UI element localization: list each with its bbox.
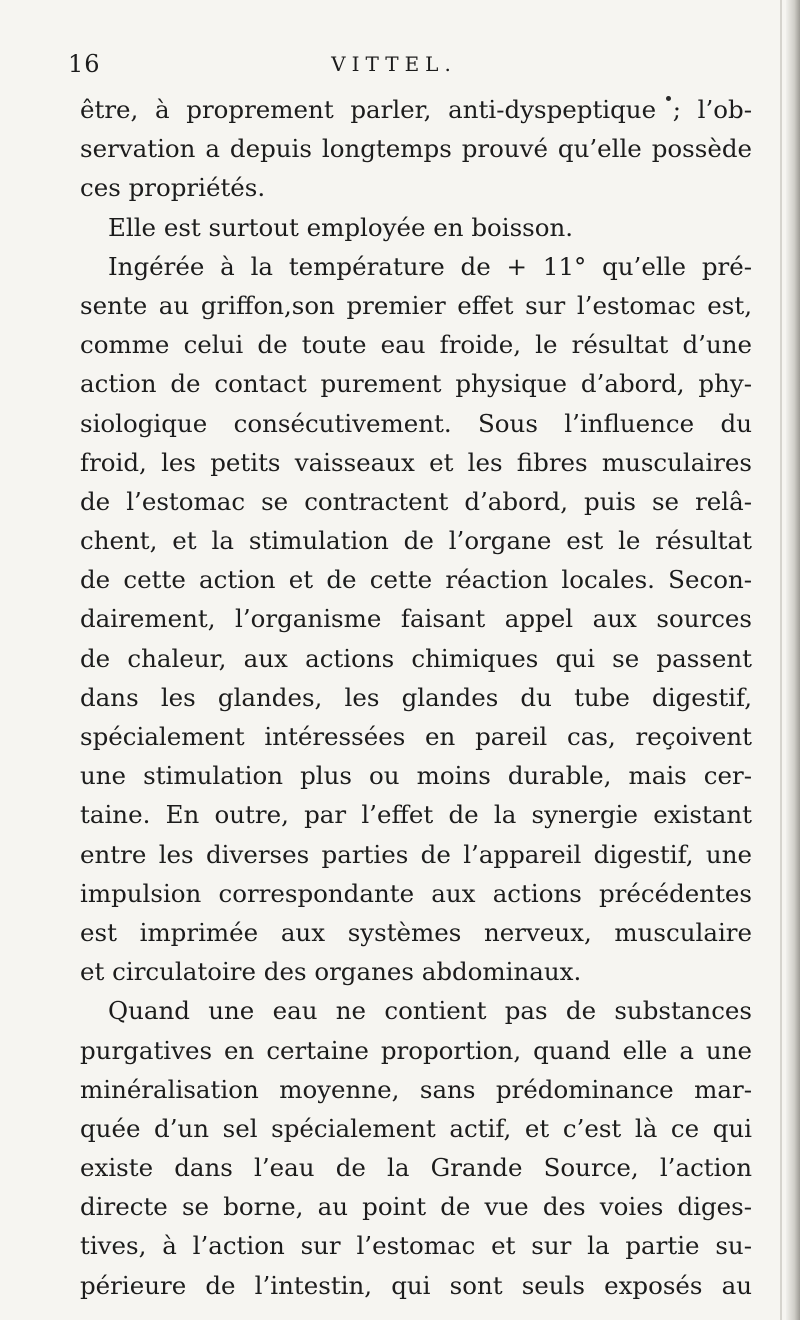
text-line: et circulatoire des organes abdominaux.	[80, 957, 582, 987]
text-line: Ingérée à la température de + 11° qu’elle pré-	[108, 251, 752, 281]
text-line: minéralisation moyenne, sans prédominance mar-	[80, 1074, 752, 1104]
text-line: siologique consécutivement. Sous l’influence du	[80, 408, 752, 438]
text-line: chent, et la stimulation de l’organe est le résultat	[80, 526, 752, 556]
text-line: ces propriétés.	[80, 173, 266, 203]
page-edge-shadow	[786, 0, 800, 1320]
text-line: tives, à l’action sur l’estomac et sur la partie su-	[80, 1231, 752, 1261]
text-line: de cette action et de cette réaction locales. Secon-	[80, 565, 752, 595]
body-text	[80, 90, 752, 1305]
text-line: entre les diverses parties de l’appareil digestif, une	[80, 839, 752, 869]
text-line: impulsion correspondante aux actions précédentes	[80, 878, 752, 908]
text-line: froid, les petits vaisseaux et les fibres musculaires	[80, 447, 752, 477]
text-line: sente au griffon,son premier effet sur l’estomac est,	[80, 290, 752, 320]
text-line: être, à proprement parler, anti-dyspeptique ; l’ob-	[80, 95, 752, 124]
text-line: comme celui de toute eau froide, le résultat d’une	[80, 330, 752, 360]
running-title: VITTEL.	[331, 52, 457, 76]
text-line: servation a depuis longtemps prouvé qu’elle possède	[80, 134, 752, 164]
text-line: est imprimée aux systèmes nerveux, musculaire	[80, 917, 752, 947]
text-line: spécialement intéressées en pareil cas, reçoivent	[80, 722, 752, 751]
page-header	[68, 50, 720, 90]
page-fold-line	[780, 0, 782, 1320]
text-line: dans les glandes, les glandes du tube digestif,	[80, 682, 752, 712]
text-line: Elle est surtout employée en boisson.	[108, 212, 574, 242]
text-line: dairement, l’organisme faisant appel aux sources	[80, 604, 752, 634]
text-line: taine. En outre, par l’effet de la synergie existant	[80, 800, 752, 830]
page-number: 16	[68, 50, 101, 78]
text-line: Quand une eau ne contient pas de substances	[108, 996, 752, 1026]
text-line: une stimulation plus ou moins durable, mais cer-	[80, 761, 752, 791]
text-line: quée d’un sel spécialement actif, et c’est là ce qui	[80, 1113, 752, 1143]
text-line: purgatives en certaine proportion, quand elle a une	[80, 1035, 752, 1065]
text-line: périeure de l’intestin, qui sont seuls exposés au	[80, 1270, 752, 1300]
text-line: de l’estomac se contractent d’abord, puis se relâ-	[80, 486, 752, 516]
text-line: existe dans l’eau de la Grande Source, l’action	[80, 1153, 752, 1183]
text-line: de chaleur, aux actions chimiques qui se passent	[80, 643, 752, 673]
text-line: action de contact purement physique d’abord, phy-	[80, 369, 752, 399]
text-line: directe se borne, au point de vue des voies diges-	[80, 1192, 752, 1222]
